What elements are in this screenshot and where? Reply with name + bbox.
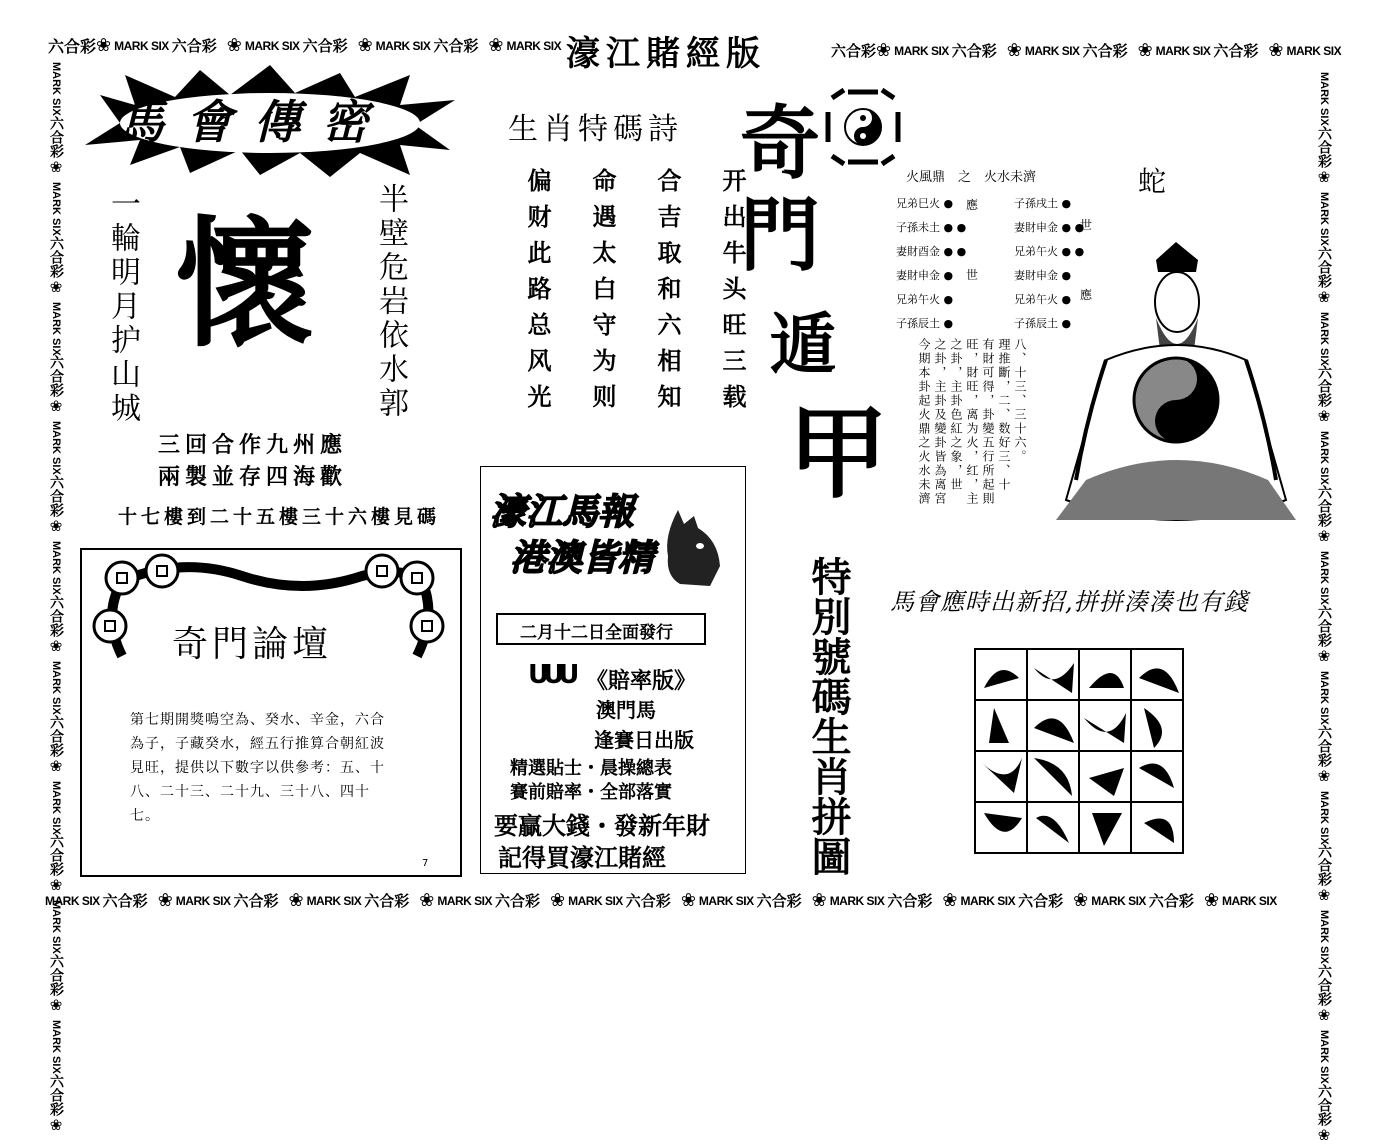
page-number: 7 — [422, 858, 429, 869]
building-hint: 十七樓到二十五樓三十六樓見碼 — [118, 506, 441, 528]
sage-figure-illustration — [1046, 240, 1308, 538]
header-title: 濠江賭經版 — [566, 34, 766, 74]
flower-icon: ❀ — [49, 1116, 63, 1135]
hexagram-line: 妻財酉金 ● ● — [896, 245, 967, 258]
flower-icon: ❀ — [49, 157, 63, 176]
coin-icon — [94, 610, 126, 642]
coin-icon — [411, 610, 443, 642]
flower-icon: ❀ — [1203, 890, 1220, 911]
forum-body: 第七期開獎鳴空為、癸水、辛金，六合為子，子藏癸水，經五行推算合朝紅波見旺，提供以下數字以供參考：五、十八、二十三、二十九、三十八、四十七。 — [130, 712, 385, 824]
ad-line-1: 濠江馬報 — [490, 492, 635, 533]
hexagram-left-lines — [896, 192, 966, 336]
ad-feature-1: 精選貼士・晨操總表 — [510, 758, 672, 779]
horseshoe-icon: ᑌᑌᑌ — [528, 660, 574, 690]
mark-shi-left: 世 — [966, 268, 979, 282]
hexagram-line: 妻財申金 ● — [1014, 269, 1072, 282]
qimen-char-3: 遁 — [770, 306, 836, 383]
flower-icon: ❀ — [680, 890, 696, 911]
flower-icon: ❀ — [49, 996, 63, 1015]
flower-icon: ❀ — [488, 35, 504, 56]
hexagram-line: 兄弟巳火 ● — [896, 197, 954, 210]
left-border: MARK SIX 六合彩 ❀ MARK SIX 六合彩 ❀ MARK SIX 六合彩 ❀ MARK SIX 六合彩 ❀ MARK SIX 六合彩 ❀ MARK SIX 六合彩 ❀ MARK SIX 六合彩 ❀ MARK SIX 六合彩 ❀ MARK SIX 六合彩 ❀ — [48, 62, 64, 1135]
bagua-icon — [822, 86, 904, 168]
hexagram-line: 子孫戌土 ● — [1014, 197, 1072, 210]
hexagram-line: 兄弟午火 ● — [1014, 293, 1072, 306]
couplet-line-2: 兩製並存四海歡 — [158, 464, 348, 490]
ad-line-2: 港澳皆精 — [510, 538, 655, 579]
flower-icon: ❀ — [1317, 527, 1331, 546]
mark-shi-right: 世 — [1080, 218, 1093, 232]
coin-icon — [366, 555, 398, 587]
flower-icon: ❀ — [1317, 167, 1331, 186]
flower-icon: ❀ — [1317, 287, 1331, 306]
border-mark: MARK SIX — [114, 38, 169, 53]
flower-icon: ❀ — [1317, 1126, 1331, 1144]
flower-icon: ❀ — [49, 756, 63, 775]
flower-icon: ❀ — [811, 890, 827, 911]
hexagram-line: 妻財申金 ● — [896, 269, 954, 282]
big-calligraphy-char: 懷 — [175, 203, 316, 367]
top-border: 六合彩 ❀ MARK SIX 六合彩 ❀ MARK SIX 六合彩 ❀ MARK SIX 六合彩 ❀ MARK SIX — [48, 35, 562, 56]
zodiac-snake: 蛇 — [1138, 165, 1167, 198]
right-border: MARK SIX 六合彩 ❀ MARK SIX 六合彩 ❀ MARK SIX 六合彩 ❀ MARK SIX 六合彩 ❀ MARK SIX 六合彩 ❀ MARK SIX 六合彩 ❀ MARK SIX 六合彩 ❀ MARK SIX 六合彩 ❀ MARK SIX 六合彩 ❀ — [1316, 72, 1332, 1144]
qimen-char-2: 門 — [740, 189, 820, 282]
flower-icon: ❀ — [1317, 886, 1331, 905]
border-lhc: 六合彩 — [48, 37, 97, 56]
horse-head-icon — [660, 506, 724, 588]
forum-title: 奇門論壇 — [172, 624, 333, 665]
coin-icon — [401, 562, 433, 594]
coin-icon — [106, 562, 138, 594]
ad-city: 澳門馬 — [596, 698, 656, 722]
flower-icon: ❀ — [1317, 766, 1331, 785]
flower-icon: ❀ — [1317, 646, 1331, 665]
flower-icon: ❀ — [357, 35, 373, 56]
mark-ying-right: 應 — [1080, 288, 1093, 302]
poem-column: 命遇太白守为则 — [588, 168, 616, 420]
ad-slogan-2: 記得買濠江賭經 — [498, 844, 666, 872]
flower-icon: ❀ — [1268, 40, 1284, 61]
flower-icon: ❀ — [288, 890, 304, 911]
qimen-char-4: 甲 — [788, 395, 888, 512]
flower-icon: ❀ — [1317, 407, 1331, 426]
ad-edition: 《賠率版》 — [586, 669, 697, 694]
poem-title: 生肖特碼詩 — [508, 112, 683, 147]
couplet-line-1: 三回合作九州應 — [158, 432, 348, 458]
top-border-right: 六合彩 ❀ MARK SIX 六合彩 ❀ MARK SIX 六合彩 ❀ MARK SIX 六合彩 ❀ MARK SIX — [831, 40, 1342, 61]
hexagram-line: 子孫辰土 ● — [896, 317, 954, 330]
flower-icon: ❀ — [1073, 890, 1089, 911]
poem-column: 偏财此路总风光 — [523, 168, 551, 420]
flower-icon: ❀ — [942, 890, 958, 911]
flower-icon: ❀ — [226, 35, 242, 56]
ad-slogan-1: 要贏大錢・發新年財 — [494, 812, 710, 840]
flower-icon: ❀ — [49, 517, 63, 536]
poem-column: 合吉取和六相知 — [653, 168, 681, 420]
flower-icon: ❀ — [1317, 1006, 1331, 1025]
flower-icon: ❀ — [1006, 40, 1022, 61]
flower-icon: ❀ — [550, 890, 566, 911]
flower-icon: ❀ — [49, 876, 63, 895]
zodiac-puzzle-grid — [974, 648, 1184, 854]
flower-icon: ❀ — [419, 890, 435, 911]
banner-title: 馬會傳密 — [118, 95, 390, 149]
hexagram-line: 妻財申金 ● ● — [1014, 221, 1085, 234]
yin-yang-icon — [845, 109, 881, 145]
qimen-char-1: 奇 — [740, 97, 820, 190]
release-date: 二月十二日全面發行 — [520, 623, 673, 643]
poem-columns — [520, 168, 750, 438]
right-vertical-text: 半壁危岩依水郭 — [373, 183, 408, 421]
special-title: 特別號碼生肖拼圖 — [805, 556, 851, 876]
hexagram-line: 子孫辰土 ● — [1014, 317, 1072, 330]
flower-icon: ❀ — [1137, 40, 1153, 61]
flower-icon: ❀ — [157, 890, 173, 911]
flower-icon: ❀ — [49, 397, 63, 416]
flower-icon: ❀ — [96, 35, 112, 56]
poem-column: 开出牛头旺三载 — [718, 168, 746, 420]
hexagram-line: 兄弟午火 ● — [896, 293, 954, 306]
left-vertical-text: 一輪明月护山城 — [105, 188, 140, 426]
bottom-border: MARK SIX 六合彩 ❀ MARK SIX 六合彩 ❀ MARK SIX 六合彩 ❀ MARK SIX 六合彩 ❀ MARK SIX 六合彩 ❀ MARK SIX 六合彩 ❀ MARK SIX 六合彩 ❀ MARK SIX 六合彩 ❀ MARK SIX 六合彩 ❀ MARK SIX — [45, 890, 1277, 911]
ad-feature-2: 賽前賠率・全部落實 — [510, 782, 672, 803]
hexagram-line: 子孫未土 ● ● — [896, 221, 967, 234]
coin-icon — [146, 555, 178, 587]
hexagram-commentary: 今期本卦起火鼎之火水未濟之卦，主卦及變卦皆為离宮之卦，主卦色紅之象，世旺，財旺，离为火，红，主有財可得，卦變五行所起則理推斷，二、数好三、十八、十三、三十六。 — [917, 338, 1027, 506]
puzzle-caption: 馬會應時出新招,拼拼湊湊也有錢 — [890, 588, 1249, 616]
flower-icon: ❀ — [876, 40, 892, 61]
ad-schedule: 逢賽日出版 — [594, 728, 694, 752]
flower-icon: ❀ — [49, 277, 63, 296]
hexagram-line: 兄弟午火 ● ● — [1014, 245, 1085, 258]
mark-ying-left: 應 — [966, 198, 979, 212]
hexagram-title: 火風鼎 之 火水未濟 — [906, 170, 1037, 185]
flower-icon: ❀ — [49, 636, 63, 655]
